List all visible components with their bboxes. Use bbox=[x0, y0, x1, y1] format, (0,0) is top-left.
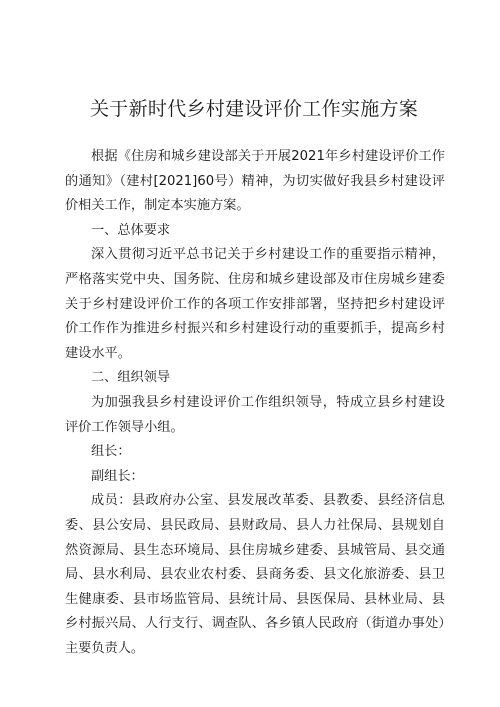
intro-paragraph: 根据《住房和城乡建设部关于开展2021年乡村建设评价工作的通知》（建村[2021]60号）精神，为切实做好我县乡村建设评价相关工作，制定本实施方案。 bbox=[65, 149, 445, 214]
leader-line: 组长： bbox=[91, 444, 131, 460]
members-paragraph: 成员：县政府办公室、县发展改革委、县教委、县经济信息委、县公安局、县民政局、县财政局、县人力社保局、县规划自然资源局、县生态环境局、县住房城乡建委、县城管局、县交通局、县水利局、县农业农村委、县商务委、县文化旅游委、县卫生健康委、县市场监管局、县统计局、县医保局、县林业局、县乡村振兴局、人行支行、调查队、各乡镇人民政府（街道办事处）主要负责人。 bbox=[65, 493, 445, 656]
document-body bbox=[65, 145, 445, 661]
section-heading-general-requirements: 一、总体要求 bbox=[91, 222, 171, 238]
document-title: 关于新时代乡村建设评价工作实施方案 bbox=[90, 98, 419, 120]
deputy-leader-line: 副组长： bbox=[91, 468, 144, 484]
organization-paragraph: 为加强我县乡村建设评价工作组织领导，特成立县乡村建设评价工作领导小组。 bbox=[65, 394, 445, 435]
general-requirements-paragraph: 深入贯彻习近平总书记关于乡村建设工作的重要指示精神，严格落实党中央、国务院、住房和城乡建设部及市住房城乡建委关于乡村建设评价工作的各项工作安排部署，坚持把乡村建设评价工作作为推进乡村振兴和乡村建设行动的重要抓手，提高乡村建设水平。 bbox=[65, 247, 445, 361]
section-heading-organization: 二、组织领导 bbox=[91, 370, 171, 386]
